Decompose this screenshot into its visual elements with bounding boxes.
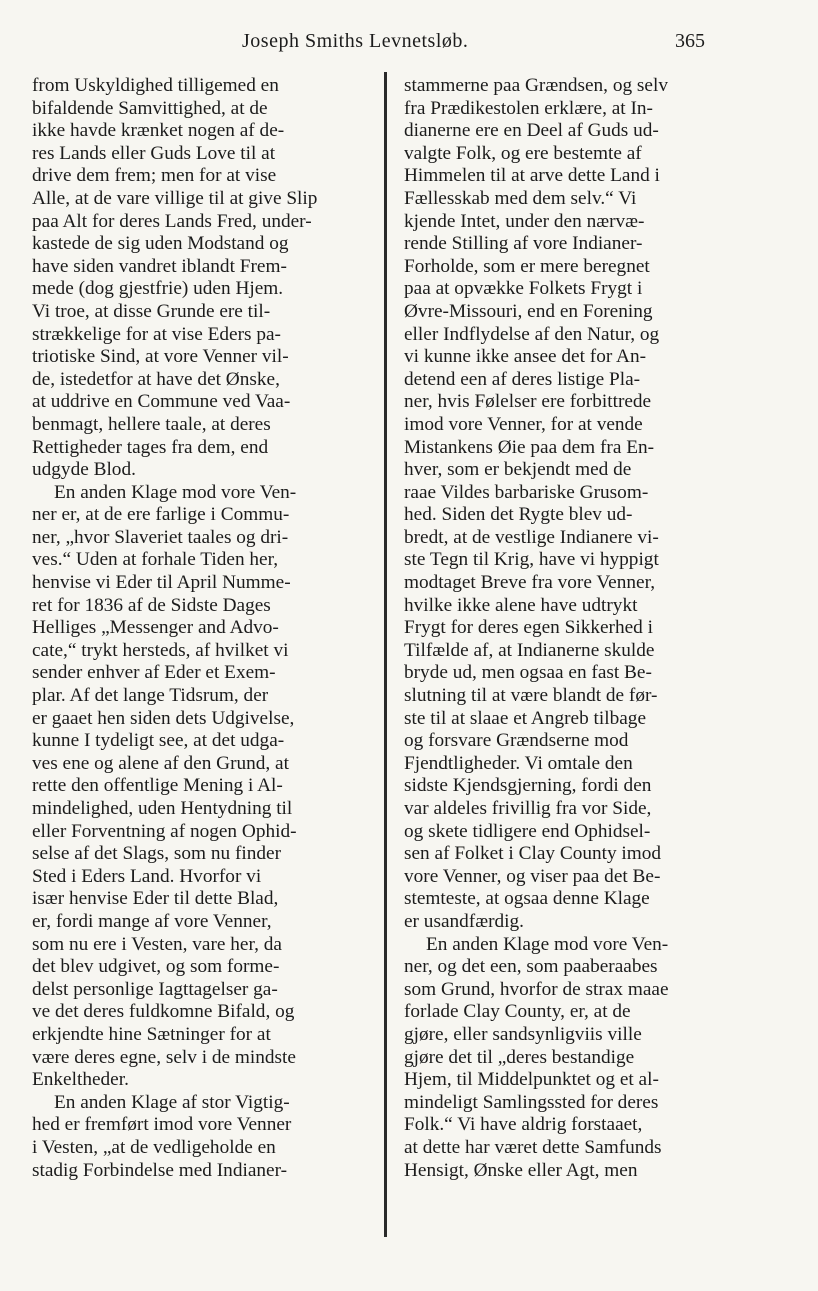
text-line: slutning til at være blandt de før- xyxy=(404,685,658,707)
text-line: kunne I tydeligt see, at det udga- xyxy=(32,730,285,752)
text-line: Hensigt, Ønske eller Agt, men xyxy=(404,1159,638,1181)
running-title: Joseph Smiths Levnetsløb. xyxy=(242,30,469,52)
text-line: Enkeltheder. xyxy=(32,1069,129,1091)
text-line: ste til at slaae et Angreb tilbage xyxy=(404,707,647,729)
text-line: mindelighed, uden Hentydning til xyxy=(32,798,293,819)
text-line: sidste Kjendsgjerning, fordi den xyxy=(404,775,652,797)
text-line: det blev udgivet, og som forme- xyxy=(32,956,280,978)
text-line: ret for 1836 af de Sidste Dages xyxy=(32,594,271,616)
text-line: dianerne ere en Deel af Guds ud- xyxy=(404,120,659,142)
column-divider xyxy=(384,72,387,1237)
text-line: henvise vi Eder til April Numme- xyxy=(32,572,291,594)
text-line: eller Forventning af nogen Ophid- xyxy=(32,820,297,842)
text-line: at uddrive en Commune ved Vaa- xyxy=(32,391,291,413)
text-line: modtaget Breve fra vore Venner, xyxy=(404,572,656,594)
text-line: ner, hvis Følelser ere forbittrede xyxy=(404,391,652,413)
text-line: stadig Forbindelse med Indianer- xyxy=(32,1159,288,1181)
text-line: Forholde, som er mere beregnet xyxy=(404,255,650,277)
text-line: Frygt for deres egen Sikkerhed i xyxy=(404,617,653,639)
text-line: vi kunne ikke ansee det for An- xyxy=(404,346,647,368)
text-line: res Lands eller Guds Love til at xyxy=(32,142,276,164)
text-line: cate,“ trykt hersteds, af hvilket vi xyxy=(32,639,289,661)
text-line: ikke havde krænket nogen af de- xyxy=(32,120,285,142)
text-line: raae Vildes barbariske Grusom- xyxy=(404,481,649,503)
text-line: fra Prædikestolen erklære, at In- xyxy=(404,97,653,119)
text-line: Folk.“ Vi have aldrig forstaaet, xyxy=(404,1114,643,1136)
text-line: Helliges „Messenger and Advo- xyxy=(32,617,279,639)
text-line: eller Indflydelse af den Natur, og xyxy=(404,323,660,345)
text-line: imod vore Venner, for at vende xyxy=(404,413,643,435)
text-line: hed. Siden det Rygte blev ud- xyxy=(404,504,633,526)
text-line: ner, og det een, som paaberaabes xyxy=(404,956,658,978)
text-line: hver, som er bekjendt med de xyxy=(404,459,632,481)
text-line: ner er, at de ere farlige i Commu- xyxy=(32,504,290,526)
text-line: ner, „hvor Slaveriet taales og dri- xyxy=(32,526,289,548)
right-column xyxy=(404,75,738,1182)
text-line: strækkelige for at vise Eders pa- xyxy=(32,323,281,345)
text-line: bifaldende Samvittighed, at de xyxy=(32,97,268,119)
text-line: Øvre-Missouri, end en Forening xyxy=(404,300,653,322)
text-line: ves ene og alene af den Grund, at xyxy=(32,752,289,774)
text-line: have siden vandret iblandt Frem- xyxy=(32,255,287,277)
paragraph-start-line: En anden Klage mod vore Ven- xyxy=(426,933,669,955)
text-line: Sted i Eders Land. Hvorfor vi xyxy=(32,865,262,887)
text-line: drive dem frem; men for at vise xyxy=(32,165,277,187)
text-line: rette den offentlige Mening i Al- xyxy=(32,775,283,797)
text-line: hed er fremført imod vore Venner xyxy=(32,1114,292,1136)
page-number: 365 xyxy=(675,30,705,52)
text-line: bredt, at de vestlige Indianere vi- xyxy=(404,526,659,548)
text-line: var aldeles frivillig fra vor Side, xyxy=(404,798,652,819)
text-line: ve det deres fuldkomne Bifald, og xyxy=(32,1001,295,1023)
text-line: erkjendte hine Sætninger for at xyxy=(32,1023,271,1045)
text-line: from Uskyldighed tilligemed en xyxy=(32,75,279,96)
text-line: benmagt, hellere taale, at deres xyxy=(32,413,271,435)
text-line: kastede de sig uden Modstand og xyxy=(32,233,289,255)
text-line: hvilke ikke alene have udtrykt xyxy=(404,594,638,616)
text-line: stammerne paa Grændsen, og selv xyxy=(404,75,668,96)
text-line: gjøre det til „deres bestandige xyxy=(404,1046,635,1068)
text-line: rende Stilling af vore Indianer- xyxy=(404,233,643,255)
text-line: Tilfælde af, at Indianerne skulde xyxy=(404,639,655,661)
text-line: sen af Folket i Clay County imod xyxy=(404,843,662,865)
page-header xyxy=(0,30,818,60)
text-line: detend een af deres listige Pla- xyxy=(404,368,641,390)
text-line: være deres egne, selv i de mindste xyxy=(32,1046,296,1068)
text-line: delst personlige Iagttagelser ga- xyxy=(32,978,278,1000)
text-line: mindeligt Samlingssted for deres xyxy=(404,1091,659,1113)
text-line: i Vesten, „at de vedligeholde en xyxy=(32,1136,276,1158)
text-line: og skete tidligere end Ophidsel- xyxy=(404,820,651,842)
text-line: ves.“ Uden at forhale Tiden her, xyxy=(32,549,279,571)
text-line: at dette har været dette Samfunds xyxy=(404,1136,662,1158)
left-column xyxy=(32,75,370,1182)
text-line: er gaaet hen siden dets Udgivelse, xyxy=(32,707,295,729)
text-line: Hjem, til Middelpunktet og et al- xyxy=(404,1069,659,1091)
text-line: sender enhver af Eder et Exem- xyxy=(32,662,276,684)
text-line: paa at opvække Folkets Frygt i xyxy=(404,278,643,300)
text-line: som Grund, hvorfor de strax maae xyxy=(404,978,669,1000)
text-line: valgte Folk, og ere bestemte af xyxy=(404,142,642,164)
paragraph-start-line: En anden Klage mod vore Ven- xyxy=(54,481,297,503)
text-line: kjende Intet, under den nærvæ- xyxy=(404,210,645,232)
text-line: Fjendtligheder. Vi omtale den xyxy=(404,752,633,774)
text-line: Himmelen til at arve dette Land i xyxy=(404,165,660,187)
text-line: plar. Af det lange Tidsrum, der xyxy=(32,685,269,707)
text-line: Fællesskab med dem selv.“ Vi xyxy=(404,187,637,209)
text-line: vore Venner, og viser paa det Be- xyxy=(404,865,661,887)
text-line: udgyde Blod. xyxy=(32,459,136,481)
text-line: bryde ud, men ogsaa en fast Be- xyxy=(404,662,652,684)
text-line: mede (dog gjestfrie) uden Hjem. xyxy=(32,278,284,300)
text-line: selse af det Slags, som nu finder xyxy=(32,843,281,865)
text-line: gjøre, eller sandsynligviis ville xyxy=(404,1023,642,1045)
text-line: og forsvare Grændserne mod xyxy=(404,730,629,752)
text-line: stemteste, at ogsaa denne Klage xyxy=(404,888,650,910)
text-line: Rettigheder tages fra dem, end xyxy=(32,436,269,458)
paragraph-start-line: En anden Klage af stor Vigtig- xyxy=(54,1091,290,1113)
text-line: forlade Clay County, er, at de xyxy=(404,1001,631,1023)
text-line: triotiske Sind, at vore Venner vil- xyxy=(32,346,289,368)
text-line: de, istedetfor at have det Ønske, xyxy=(32,368,280,390)
text-line: paa Alt for deres Lands Fred, under- xyxy=(32,210,312,232)
text-line: Vi troe, at disse Grunde ere til- xyxy=(32,300,271,322)
text-line: ste Tegn til Krig, have vi hyppigt xyxy=(404,549,659,571)
text-line: Mistankens Øie paa dem fra En- xyxy=(404,436,655,458)
text-line: Alle, at de vare villige til at give Slip xyxy=(32,187,318,209)
text-line: som nu ere i Vesten, vare her, da xyxy=(32,933,282,955)
text-line: er, fordi mange af vore Venner, xyxy=(32,910,272,932)
text-line: er usandfærdig. xyxy=(404,910,524,932)
text-line: især henvise Eder til dette Blad, xyxy=(32,888,279,910)
